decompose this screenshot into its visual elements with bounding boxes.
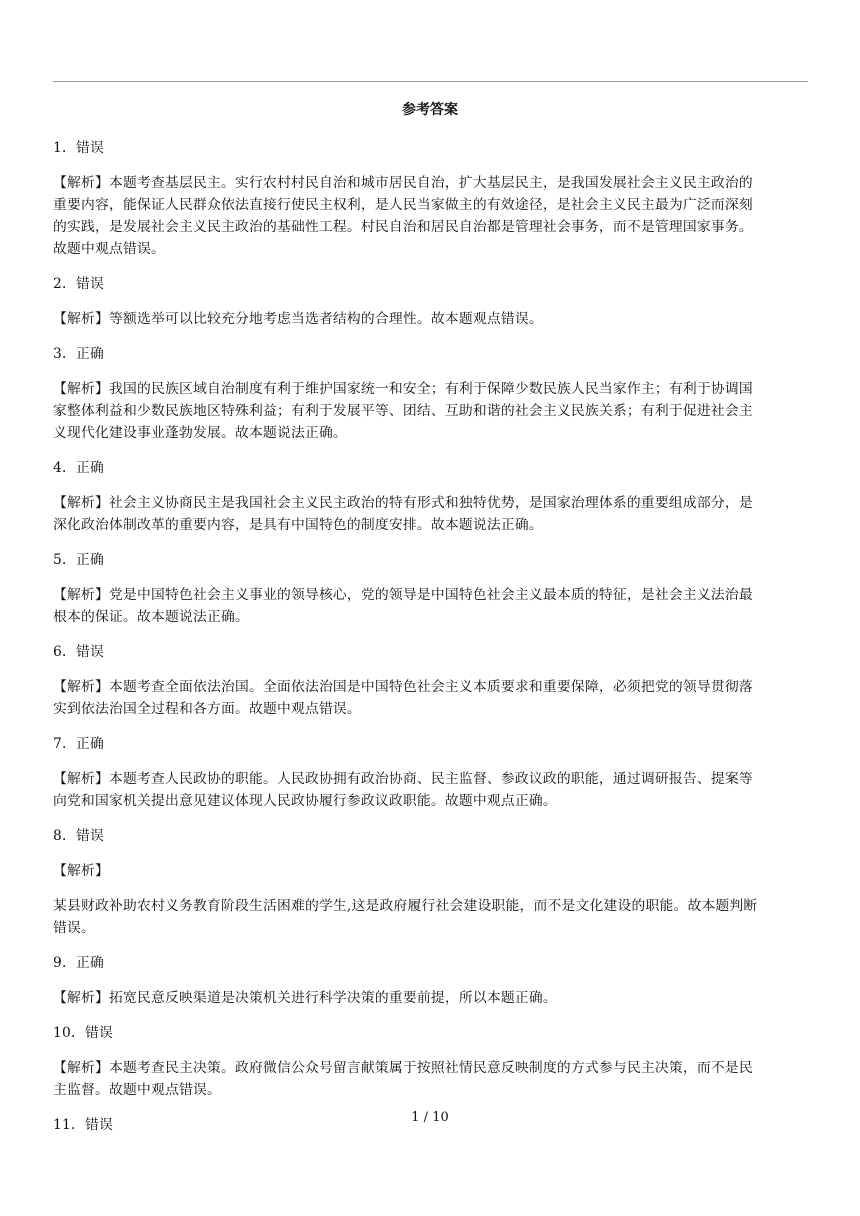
analysis-paragraph [53,584,808,628]
page-title: 参考答案 [402,102,458,118]
answer-item [53,549,808,628]
answer-item [53,733,808,812]
analysis-paragraph [53,987,808,1009]
analysis-line: 【解析】拓宽民意反映渠道是决策机关进行科学决策的重要前提，所以本题正确。 [53,990,557,1006]
answer-verdict: 5．正确 [53,552,104,568]
answer-item [53,457,808,536]
answer-item [53,273,808,330]
answer-verdict: 6．错误 [53,644,104,660]
answer-verdict: 8．错误 [53,828,104,844]
analysis-line: 【解析】我国的民族区域自治制度有利于维护国家统一和安全；有利于保障少数民族人民当家作主；有利于协调国 [53,381,753,397]
analysis-line: 【解析】 [53,863,109,879]
answer-verdict: 4．正确 [53,460,104,476]
analysis-paragraph [53,1057,808,1101]
analysis-line: 【解析】本题考查基层民主。实行农村村民自治和城市居民自治，扩大基层民主，是我国发展社会主义民主政治的 [53,175,753,191]
analysis-line: 【解析】本题考查民主决策。政府微信公众号留言献策属于按照社情民意反映制度的方式参与民主决策，而不是民 [53,1060,753,1076]
analysis-paragraph [53,308,808,330]
analysis-paragraph [53,492,808,536]
analysis-paragraph [53,172,808,260]
analysis-line: 故题中观点错误。 [53,241,165,257]
answer-verdict: 11．错误 [53,1117,113,1133]
answer-item [53,137,808,260]
analysis-line: 【解析】本题考查全面依法治国。全面依法治国是中国特色社会主义本质要求和重要保障，必须把党的领导贯彻落 [53,679,753,695]
answer-verdict: 3．正确 [53,346,104,362]
analysis-paragraph [53,676,808,720]
page-total: 10 [432,1110,449,1125]
analysis-line: 错误。 [53,920,95,936]
answer-item [53,952,808,1009]
answer-verdict: 10．错误 [53,1025,113,1041]
header-rule [53,81,808,82]
answer-verdict: 7．正确 [53,736,104,752]
analysis-paragraph-continued [53,895,808,939]
page-number [0,1110,860,1126]
analysis-line: 义现代化建设事业蓬勃发展。故本题说法正确。 [53,425,347,441]
analysis-line: 【解析】本题考查人民政协的职能。人民政协拥有政治协商、民主监督、参政议政的职能，通过调研报告、提案等 [53,771,753,787]
analysis-paragraph [53,860,808,882]
analysis-line: 【解析】社会主义协商民主是我国社会主义民主政治的特有形式和独特优势，是国家治理体系的重要组成部分，是 [53,495,753,511]
answer-item [53,1022,808,1101]
analysis-line: 某县财政补助农村义务教育阶段生活困难的学生,这是政府履行社会建设职能，而不是文化建设的职能。故本题判断 [53,898,758,914]
analysis-paragraph [53,768,808,812]
analysis-line: 主监督。故题中观点错误。 [53,1082,221,1098]
answer-list [53,137,808,1149]
analysis-paragraph [53,378,808,444]
answer-item [53,825,808,939]
analysis-line: 重要内容，能保证人民群众依法直接行使民主权利，是人民当家做主的有效途径，是社会主义民主最为广泛而深刻 [53,197,753,213]
page-separator: / [423,1110,429,1125]
answer-verdict: 2．错误 [53,276,104,292]
analysis-line: 实到依法治国全过程和各方面。故题中观点错误。 [53,701,361,717]
analysis-line: 的实践，是发展社会主义民主政治的基础性工程。村民自治和居民自治都是管理社会事务，而不是管理国家事务。 [53,219,753,235]
analysis-line: 根本的保证。故本题说法正确。 [53,609,249,625]
answer-verdict: 9．正确 [53,955,104,971]
analysis-line: 深化政治体制改革的重要内容，是具有中国特色的制度安排。故本题说法正确。 [53,517,543,533]
analysis-line: 【解析】党是中国特色社会主义事业的领导核心，党的领导是中国特色社会主义最本质的特征，是社会主义法治最 [53,587,753,603]
answer-item [53,641,808,720]
analysis-line: 向党和国家机关提出意见建议体现人民政协履行参政议政职能。故题中观点正确。 [53,793,557,809]
analysis-line: 【解析】等额选举可以比较充分地考虑当选者结构的合理性。故本题观点错误。 [53,311,543,327]
answer-item [53,343,808,444]
page-current: 1 [411,1110,420,1125]
answer-verdict: 1．错误 [53,140,104,156]
analysis-line: 家整体利益和少数民族地区特殊利益；有利于发展平等、团结、互助和谐的社会主义民族关系；有利于促进社会主 [53,403,753,419]
